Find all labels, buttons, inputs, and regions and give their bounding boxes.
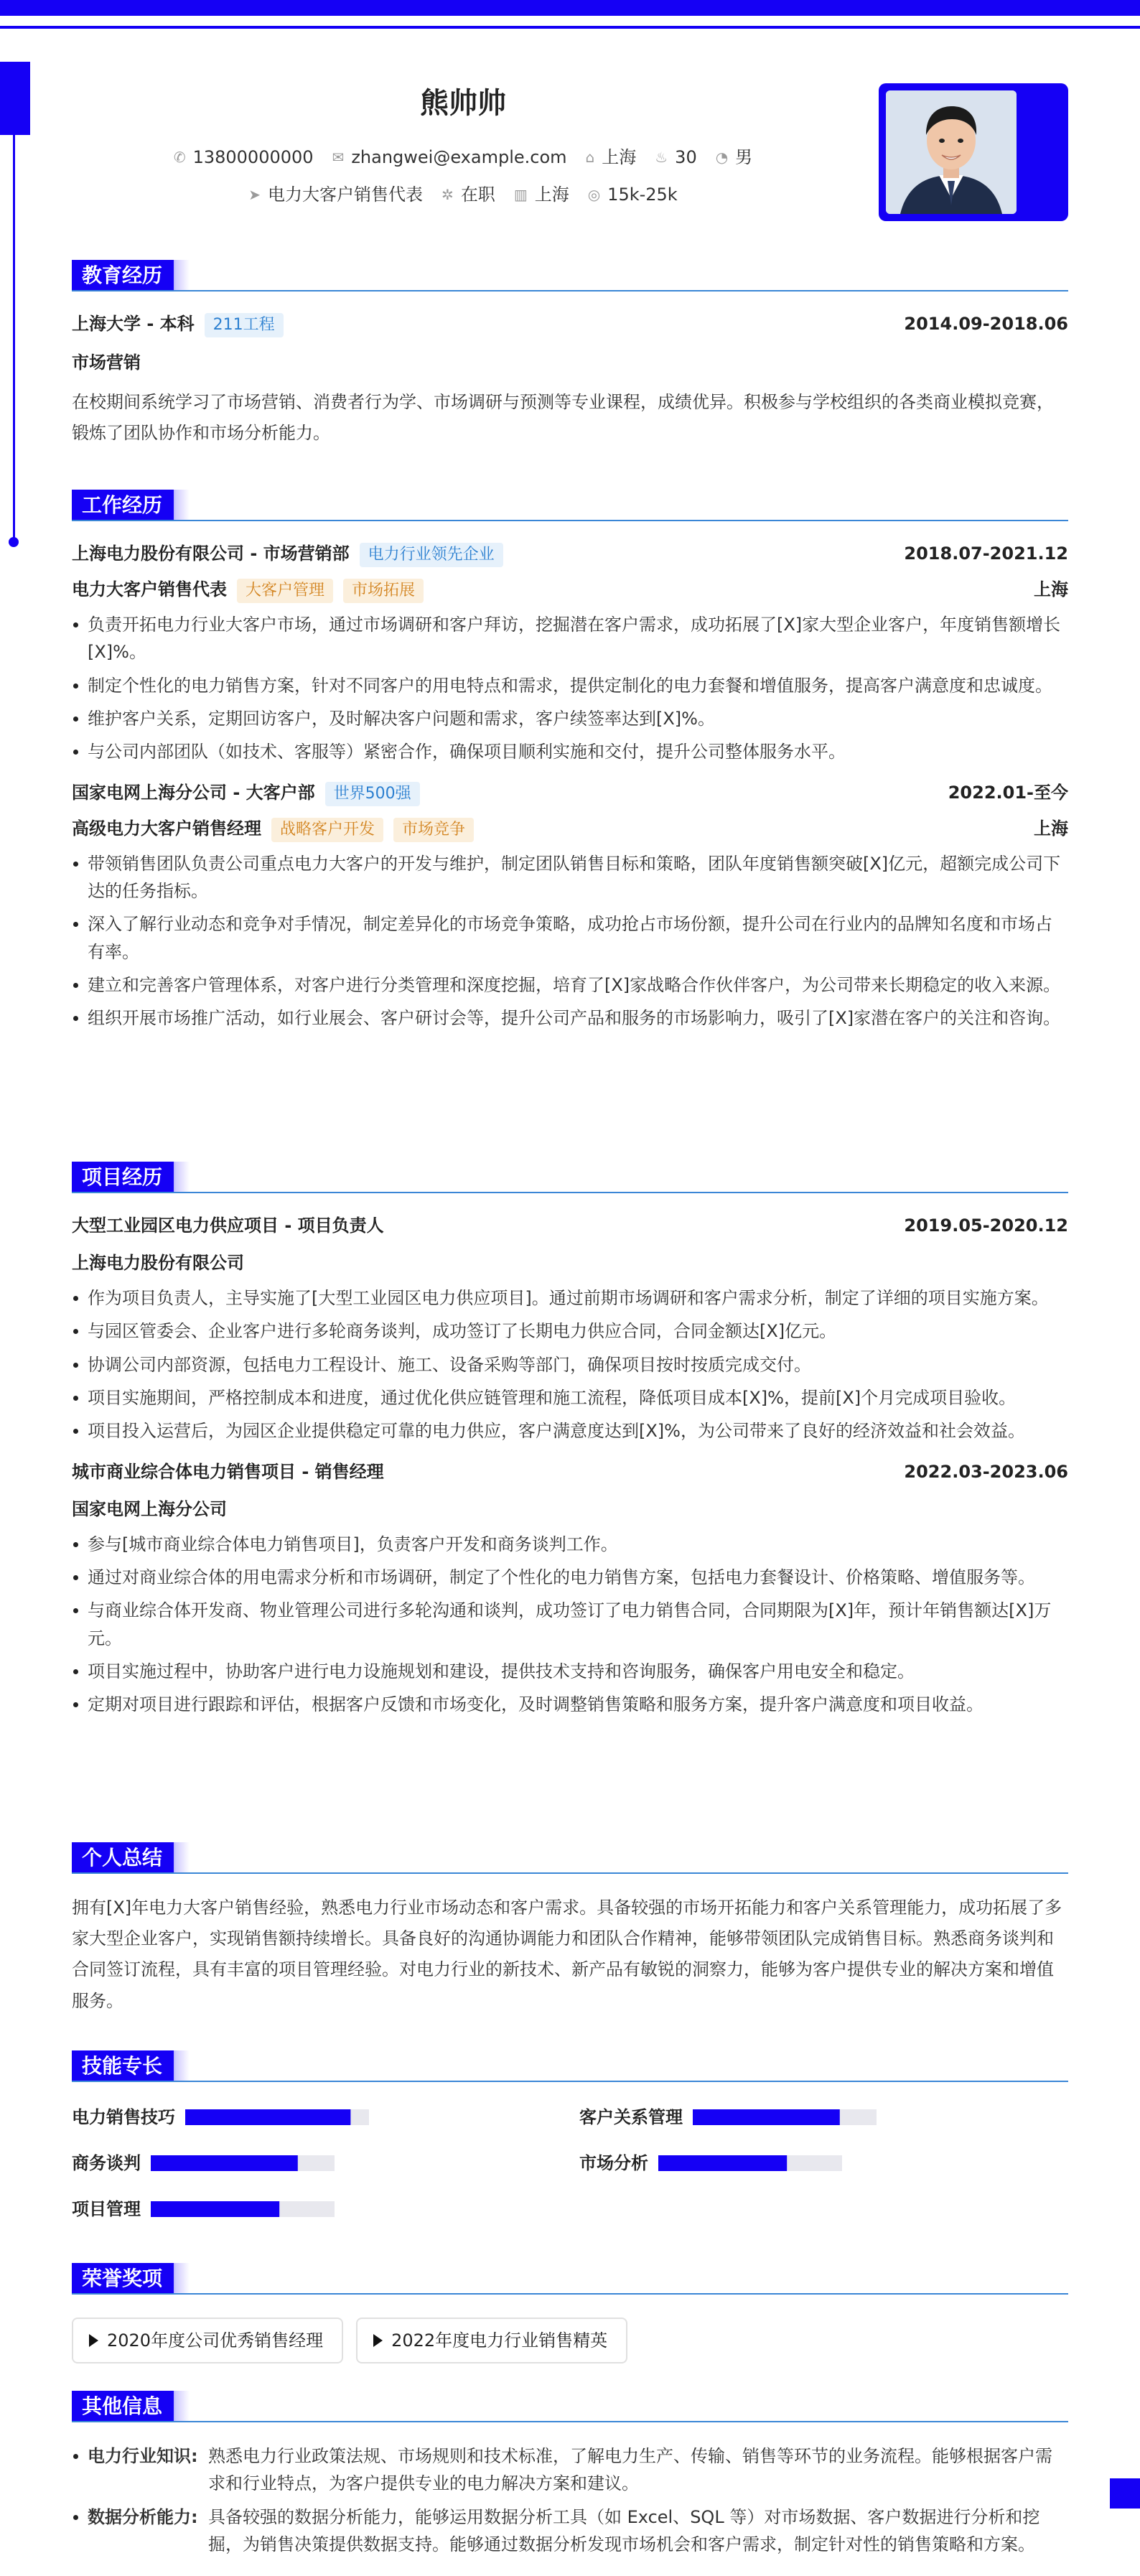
awards-list xyxy=(72,2318,1068,2363)
company-tag: 电力行业领先企业 xyxy=(360,543,503,567)
other-item xyxy=(72,2442,1068,2498)
skill-item xyxy=(72,2104,579,2131)
other-list xyxy=(72,2442,1068,2559)
company xyxy=(72,779,420,806)
building-icon: ▥ xyxy=(513,186,528,204)
project-org: 国家电网上海分公司 xyxy=(72,1499,227,1520)
project-row xyxy=(72,1458,1068,1485)
top-accent-bar xyxy=(0,0,1140,16)
work-company-row xyxy=(72,779,1068,806)
skill-bar xyxy=(658,2155,842,2171)
email-text: zhangwei@example.com xyxy=(351,147,567,167)
skill-bar xyxy=(151,2155,335,2171)
school-tag: 211工程 xyxy=(205,313,284,337)
bullet-item: 组织开展市场推广活动，如行业展会、客户研讨会等，提升公司产品和服务的市场影响力，吸引了[X]家潜在客户的关注和咨询。 xyxy=(72,1004,1068,1032)
skill-tag: 市场拓展 xyxy=(343,579,424,603)
skill-name: 客户关系管理 xyxy=(579,2106,683,2127)
skill-tag: 战略客户开发 xyxy=(271,818,383,842)
bullet-item: 参与[城市商业综合体电力销售项目]，负责客户开发和商务谈判工作。 xyxy=(72,1531,1068,1558)
section-header xyxy=(72,2391,1068,2427)
other-text: 具备较强的数据分析能力，能够运用数据分析工具（如 Excel、SQL 等）对市场数据、客户数据进行分析和挖掘，为销售决策提供数据支持。能够通过数据分析发现市场机会和客户需求，制定针对性的销售策略和方案。 xyxy=(208,2506,1040,2555)
skill-fill xyxy=(693,2109,840,2125)
section-title: 荣誉奖项 xyxy=(72,2263,175,2295)
skill-name: 商务谈判 xyxy=(72,2152,141,2173)
skill-tag: 大客户管理 xyxy=(237,579,333,603)
skill-bar xyxy=(151,2201,335,2217)
left-accent-tab xyxy=(0,62,30,135)
phone-text: 13800000000 xyxy=(192,147,314,167)
bullet-item: 项目实施期间，严格控制成本和进度，通过优化供应链管理和施工流程，降低项目成本[X]%，提前[X]个月完成项目验收。 xyxy=(72,1384,1068,1411)
gender-item xyxy=(716,144,752,171)
project-entry xyxy=(72,1458,1068,1719)
section-divider xyxy=(72,2081,1068,2082)
job-target-item xyxy=(248,181,423,208)
cake-icon: ♨ xyxy=(655,149,668,167)
resume-header xyxy=(72,72,1070,230)
project-bullets xyxy=(72,1284,1068,1445)
other-label: 电力行业知识: xyxy=(88,2446,198,2466)
salary-text: 15k-25k xyxy=(607,185,678,205)
bullet-item: 制定个性化的电力销售方案，针对不同客户的用电特点和需求，提供定制化的电力套餐和增值服务，提高客户满意度和忠诚度。 xyxy=(72,672,1068,699)
bullet-item: 项目投入运营后，为园区企业提供稳定可靠的电力供应，客户满意度达到[X]%，为公司带来了良好的经济效益和社会效益。 xyxy=(72,1417,1068,1445)
age-text: 30 xyxy=(675,147,697,167)
email-item xyxy=(332,144,567,171)
section-header xyxy=(72,490,1068,526)
project-row xyxy=(72,1212,1068,1239)
status-item xyxy=(441,181,495,208)
work-date: 2018.07-2021.12 xyxy=(904,543,1068,564)
major: 市场营销 xyxy=(72,353,141,373)
bullet-item: 深入了解行业动态和竞争对手情况，制定差异化的市场竞争策略，成功抢占市场份额，提升公司在行业内的品牌知名度和市场占有率。 xyxy=(72,910,1068,966)
mail-icon: ✉ xyxy=(332,149,345,167)
skill-tag: 市场竞争 xyxy=(393,818,474,842)
target-city-item xyxy=(514,181,569,208)
section-title: 项目经历 xyxy=(72,1162,175,1193)
work-entry xyxy=(72,779,1068,1032)
coin-icon: ◎ xyxy=(587,186,601,204)
education-section xyxy=(72,260,1068,449)
other-text: 熟悉电力行业政策法规、市场规则和技术标准，了解电力生产、传输、销售等环节的业务流程。能够根据客户需求和行业特点，为客户提供专业的电力解决方案和建议。 xyxy=(208,2446,1052,2494)
section-divider xyxy=(72,2293,1068,2295)
candidate-name: 熊帅帅 xyxy=(420,87,506,120)
gender-text: 男 xyxy=(735,147,753,167)
section-divider xyxy=(72,2421,1068,2422)
company-tag: 世界500强 xyxy=(325,782,420,806)
skill-bar xyxy=(185,2109,369,2125)
honors-section xyxy=(72,2263,1068,2363)
bullet-item: 带领销售团队负责公司重点电力大客户的开发与维护，制定团队销售目标和策略，团队年度销售额突破[X]亿元，超额完成公司下达的任务指标。 xyxy=(72,850,1068,905)
section-header xyxy=(72,260,1068,296)
project-bullets xyxy=(72,1531,1068,1719)
bullet-item: 与园区管委会、企业客户进行多轮商务谈判，成功签订了长期电力供应合同，合同金额达[X]亿元。 xyxy=(72,1317,1068,1345)
skill-item xyxy=(72,2150,579,2177)
skill-fill xyxy=(151,2201,279,2217)
skills-grid xyxy=(72,2104,1068,2223)
section-divider xyxy=(72,290,1068,291)
left-accent-dot xyxy=(9,537,19,547)
bullet-item: 通过对商业综合体的用电需求分析和市场调研，制定了个性化的电力销售方案，包括电力套餐设计、价格策略、增值服务等。 xyxy=(72,1564,1068,1591)
city-item xyxy=(586,144,637,171)
left-accent-line xyxy=(13,135,15,541)
project-date: 2022.03-2023.06 xyxy=(904,1461,1068,1482)
status-icon: ✲ xyxy=(441,186,454,204)
work-bullets xyxy=(72,850,1068,1032)
section-header xyxy=(72,1162,1068,1198)
bullet-item: 负责开拓电力行业大客户市场，通过市场调研和客户拜访，挖掘潜在客户需求，成功拓展了[X]家大型企业客户，年度销售额增长[X]%。 xyxy=(72,611,1068,666)
school-text: 上海大学 - 本科 xyxy=(72,314,195,334)
section-title: 技能专长 xyxy=(72,2050,175,2082)
section-title: 教育经历 xyxy=(72,260,175,291)
bullet-item: 与公司内部团队（如技术、客服等）紧密合作，确保项目顺利实施和交付，提升公司整体服务水平。 xyxy=(72,738,1068,765)
award-chip xyxy=(72,2318,343,2363)
section-divider xyxy=(72,1872,1068,1874)
send-icon: ➤ xyxy=(248,186,261,204)
skill-fill xyxy=(151,2155,298,2171)
bullet-item: 作为项目负责人，主导实施了[大型工业园区电力供应项目]。通过前期市场调研和客户需求分析，制定了详细的项目实施方案。 xyxy=(72,1284,1068,1312)
section-title: 个人总结 xyxy=(72,1842,175,1874)
bullet-item: 维护客户关系，定期回访客户，及时解决客户问题和需求，客户续签率达到[X]%。 xyxy=(72,705,1068,732)
bullet-item: 定期对项目进行跟踪和评估，根据客户反馈和市场变化，及时调整销售策略和服务方案，提升客户满意度和项目收益。 xyxy=(72,1691,1068,1718)
top-accent-line xyxy=(0,26,1140,29)
bullet-item: 建立和完善客户管理体系，对客户进行分类管理和深度挖掘，培育了[X]家战略合作伙伴客户，为公司带来长期稳定的收入来源。 xyxy=(72,971,1068,999)
photo-frame xyxy=(879,83,1068,221)
work-company-row xyxy=(72,540,1068,567)
job-title xyxy=(72,815,474,842)
skill-fill xyxy=(658,2155,787,2171)
skill-name: 项目管理 xyxy=(72,2198,141,2219)
job-intent-row xyxy=(72,181,854,208)
skill-fill xyxy=(185,2109,350,2125)
bullet-item: 与商业综合体开发商、物业管理公司进行多轮沟通和谈判，成功签订了电力销售合同，合同期限为[X]年，预计年销售额达[X]万元。 xyxy=(72,1597,1068,1652)
salary-item xyxy=(588,181,678,208)
skill-item xyxy=(579,2150,1068,2177)
section-divider xyxy=(72,520,1068,521)
education-row xyxy=(72,310,1068,337)
section-header xyxy=(72,2050,1068,2086)
city-text: 上海 xyxy=(602,147,637,167)
job-title-text: 电力大客户销售代表 xyxy=(72,579,227,600)
home-icon: ⌂ xyxy=(585,149,595,167)
work-location: 上海 xyxy=(1034,818,1068,839)
project-name: 大型工业园区电力供应项目 - 项目负责人 xyxy=(72,1215,384,1236)
school-name xyxy=(72,310,284,337)
company-name: 国家电网上海分公司 - 大客户部 xyxy=(72,782,315,803)
skill-bar xyxy=(693,2109,877,2125)
work-date: 2022.01-至今 xyxy=(948,782,1068,803)
job-title-text: 高级电力大客户销售经理 xyxy=(72,818,261,839)
other-label: 数据分析能力: xyxy=(88,2506,198,2527)
company-name: 上海电力股份有限公司 - 市场营销部 xyxy=(72,543,350,564)
project-name: 城市商业综合体电力销售项目 - 销售经理 xyxy=(72,1461,384,1482)
job-target-text: 电力大客户销售代表 xyxy=(268,185,424,205)
work-title-row xyxy=(72,576,1068,603)
award-text: 2022年度电力行业销售精英 xyxy=(391,2330,608,2351)
contact-row xyxy=(72,144,854,171)
user-icon: ◔ xyxy=(715,149,729,167)
education-date: 2014.09-2018.06 xyxy=(904,314,1068,334)
phone-item xyxy=(174,144,314,171)
summary-section xyxy=(72,1842,1068,2017)
skill-name: 电力销售技巧 xyxy=(72,2106,175,2127)
education-desc: 在校期间系统学习了市场营销、消费者行为学、市场调研与预测等专业课程，成绩优异。积极参与学校组织的各类商业模拟竞赛，锻炼了团队协作和市场分析能力。 xyxy=(72,391,1054,443)
profile-photo xyxy=(886,90,1017,214)
section-header xyxy=(72,2263,1068,2299)
section-title: 其他信息 xyxy=(72,2391,175,2422)
other-section xyxy=(72,2391,1068,2565)
right-accent-tab xyxy=(1110,2478,1140,2509)
award-text: 2020年度公司优秀销售经理 xyxy=(107,2330,324,2351)
skill-name: 市场分析 xyxy=(579,2152,648,2173)
play-icon xyxy=(373,2334,383,2347)
other-item xyxy=(72,2503,1068,2559)
bullet-item: 项目实施过程中，协助客户进行电力设施规划和建设，提供技术支持和咨询服务，确保客户用电安全和稳定。 xyxy=(72,1658,1068,1685)
project-org: 上海电力股份有限公司 xyxy=(72,1253,244,1274)
work-section xyxy=(72,490,1068,1038)
play-icon xyxy=(89,2334,98,2347)
work-entry xyxy=(72,540,1068,766)
skills-section xyxy=(72,2050,1068,2223)
section-title: 工作经历 xyxy=(72,490,175,521)
project-section xyxy=(72,1162,1068,1725)
job-title xyxy=(72,576,424,603)
section-header xyxy=(72,1842,1068,1878)
status-text: 在职 xyxy=(460,185,495,205)
target-city-text: 上海 xyxy=(534,185,569,205)
skill-item xyxy=(72,2195,579,2223)
project-date: 2019.05-2020.12 xyxy=(904,1215,1068,1236)
company xyxy=(72,540,503,567)
work-location: 上海 xyxy=(1034,579,1068,600)
section-divider xyxy=(72,1192,1068,1193)
summary-text: 拥有[X]年电力大客户销售经验，熟悉电力行业市场动态和客户需求。具备较强的市场开拓能力和客户关系管理能力，成功拓展了多家大型企业客户，实现销售额持续增长。具备良好的沟通协调能力和团队合作精神，能够带领团队完成销售目标。熟悉商务谈判和合同签订流程，具有丰富的项目管理经验。对电力行业的新技术、新产品有敏锐的洞察力，能够为客户提供专业的解决方案和增值服务。 xyxy=(72,1898,1062,2011)
work-title-row xyxy=(72,815,1068,842)
bullet-item: 协调公司内部资源，包括电力工程设计、施工、设备采购等部门，确保项目按时按质完成交付。 xyxy=(72,1351,1068,1378)
skill-item xyxy=(579,2104,1068,2131)
work-bullets xyxy=(72,611,1068,766)
phone-icon: ✆ xyxy=(173,149,186,167)
project-entry xyxy=(72,1212,1068,1445)
age-item xyxy=(655,144,696,171)
award-chip xyxy=(356,2318,627,2363)
